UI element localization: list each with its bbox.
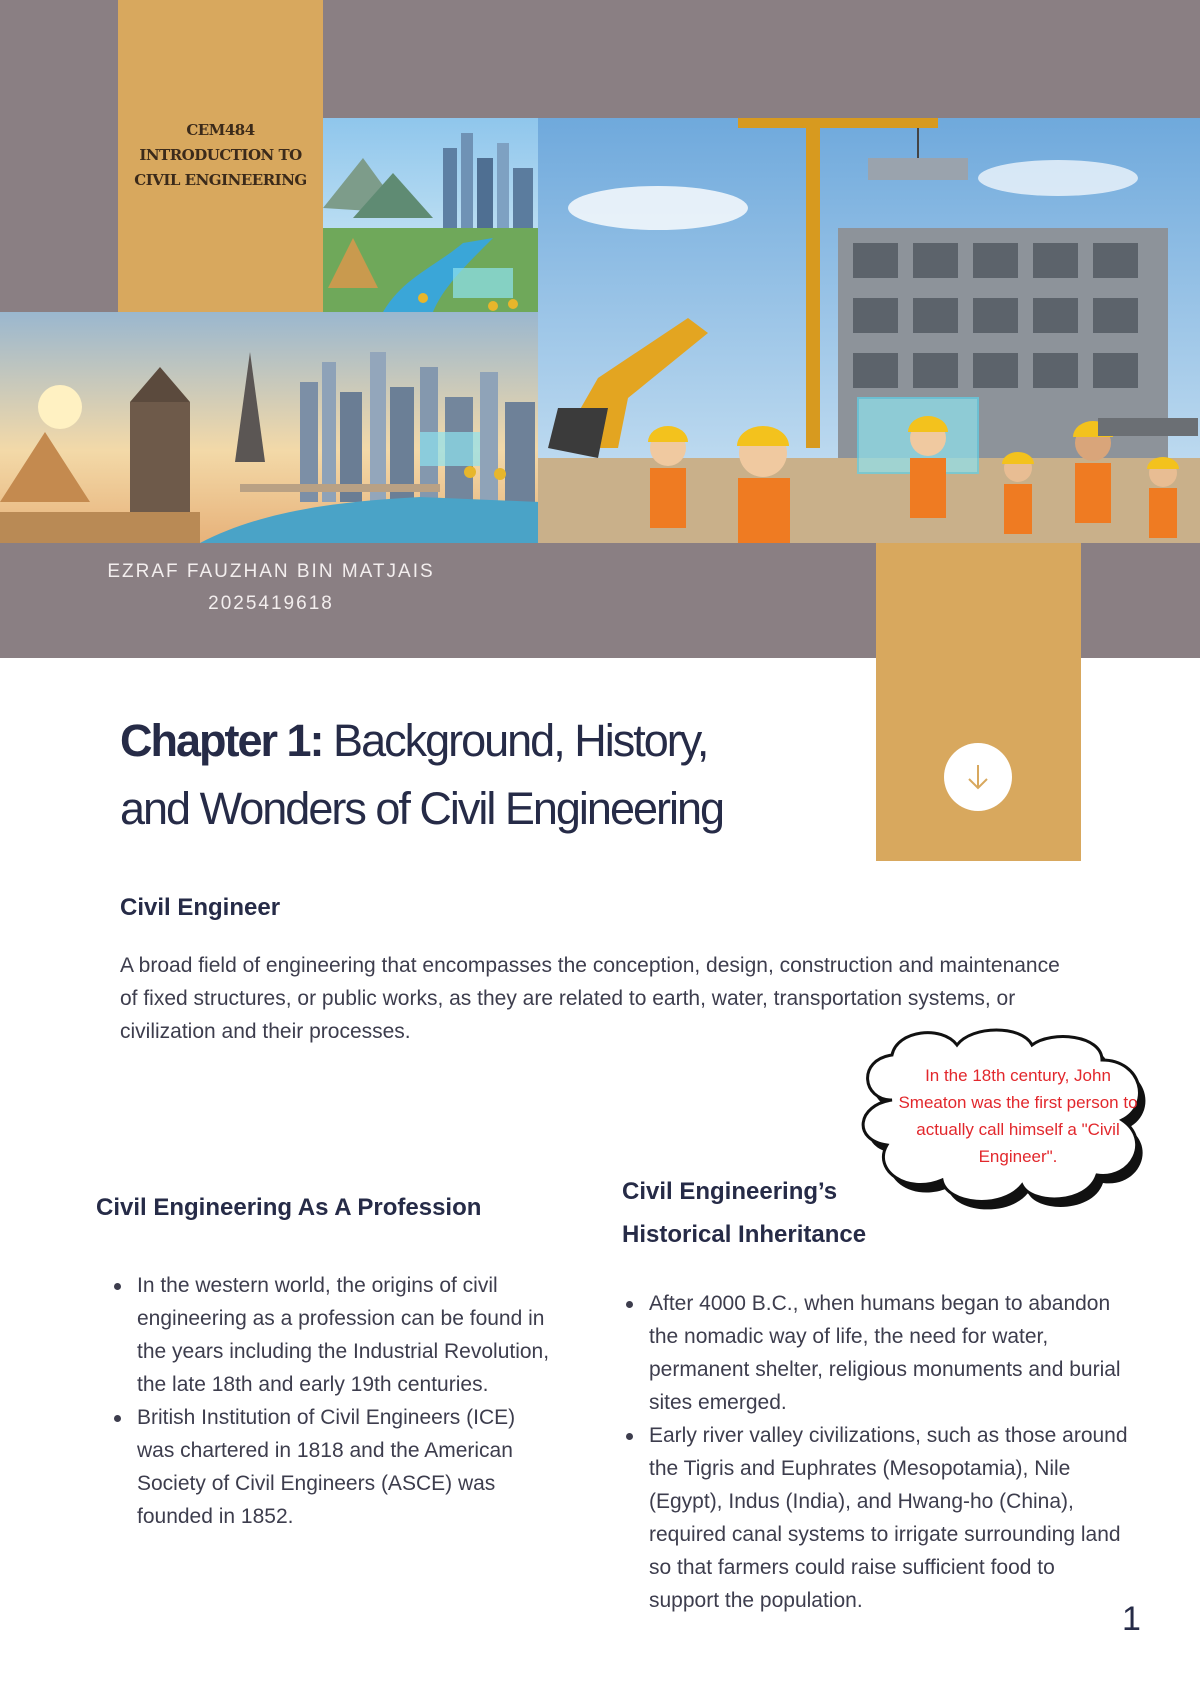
profession-list xyxy=(137,1269,557,1533)
arrow-down-icon xyxy=(962,761,994,793)
history-heading xyxy=(622,1170,866,1256)
history-heading-line1: Civil Engineering’s xyxy=(622,1178,838,1205)
course-code-label xyxy=(118,118,323,193)
construction-site-image xyxy=(538,118,1200,543)
course-title-line1: INTRODUCTION TO xyxy=(139,146,302,164)
civil-engineer-definition: A broad field of engineering that encompasses the conception, design, construction and maintenance of fixed structures, or public works, as they are related to earth, water, transportation systems, or civilization and their processes. xyxy=(120,954,1060,1043)
city-illustration-image xyxy=(323,118,538,312)
chapter-title-line1: Background, History, xyxy=(322,715,708,766)
course-title-line2: CIVIL ENGINEERING xyxy=(134,171,307,189)
chapter-title xyxy=(120,707,860,843)
list-item: In the western world, the origins of civil engineering as a profession can be found in the years including the Industrial Revolution, the late 18th and early 19th centuries. xyxy=(137,1269,557,1401)
callout-text: In the 18th century, John Smeaton was the first person to actually call himself a "Civil Engineer". xyxy=(898,1066,1138,1166)
scroll-down-button[interactable] xyxy=(944,743,1012,811)
list-item: Early river valley civilizations, such as those around the Tigris and Euphrates (Mesopotamia), Nile (Egypt), Indus (India), and Hwang-ho (China), required canal systems to irrigate surrounding land so that farmers could raise sufficient food to support the population. xyxy=(649,1419,1129,1617)
list-item: After 4000 B.C., when humans began to abandon the nomadic way of life, the need for water, permanent shelter, religious monuments and burial sites emerged. xyxy=(649,1287,1129,1419)
student-id: 2025419618 xyxy=(208,593,334,614)
history-panorama-image xyxy=(0,312,540,543)
page-number: 1 xyxy=(1122,1600,1141,1638)
chapter-prefix: Chapter 1: xyxy=(120,715,323,766)
course-code: CEM484 xyxy=(186,121,255,139)
history-list xyxy=(649,1287,1129,1617)
history-heading-line2: Historical Inheritance xyxy=(622,1221,867,1248)
list-item: British Institution of Civil Engineers (ICE) was chartered in 1818 and the American Society of Civil Engineers (ASCE) was founded in 1852. xyxy=(137,1401,557,1533)
gold-accent-bottom xyxy=(876,543,1081,861)
profession-heading: Civil Engineering As A Profession xyxy=(96,1194,482,1221)
author-name: EZRAF FAUZHAN BIN MATJAIS xyxy=(107,561,435,582)
chapter-title-line2: and Wonders of Civil Engineering xyxy=(120,783,724,834)
author-block xyxy=(74,556,468,620)
civil-engineer-heading: Civil Engineer xyxy=(120,894,281,921)
